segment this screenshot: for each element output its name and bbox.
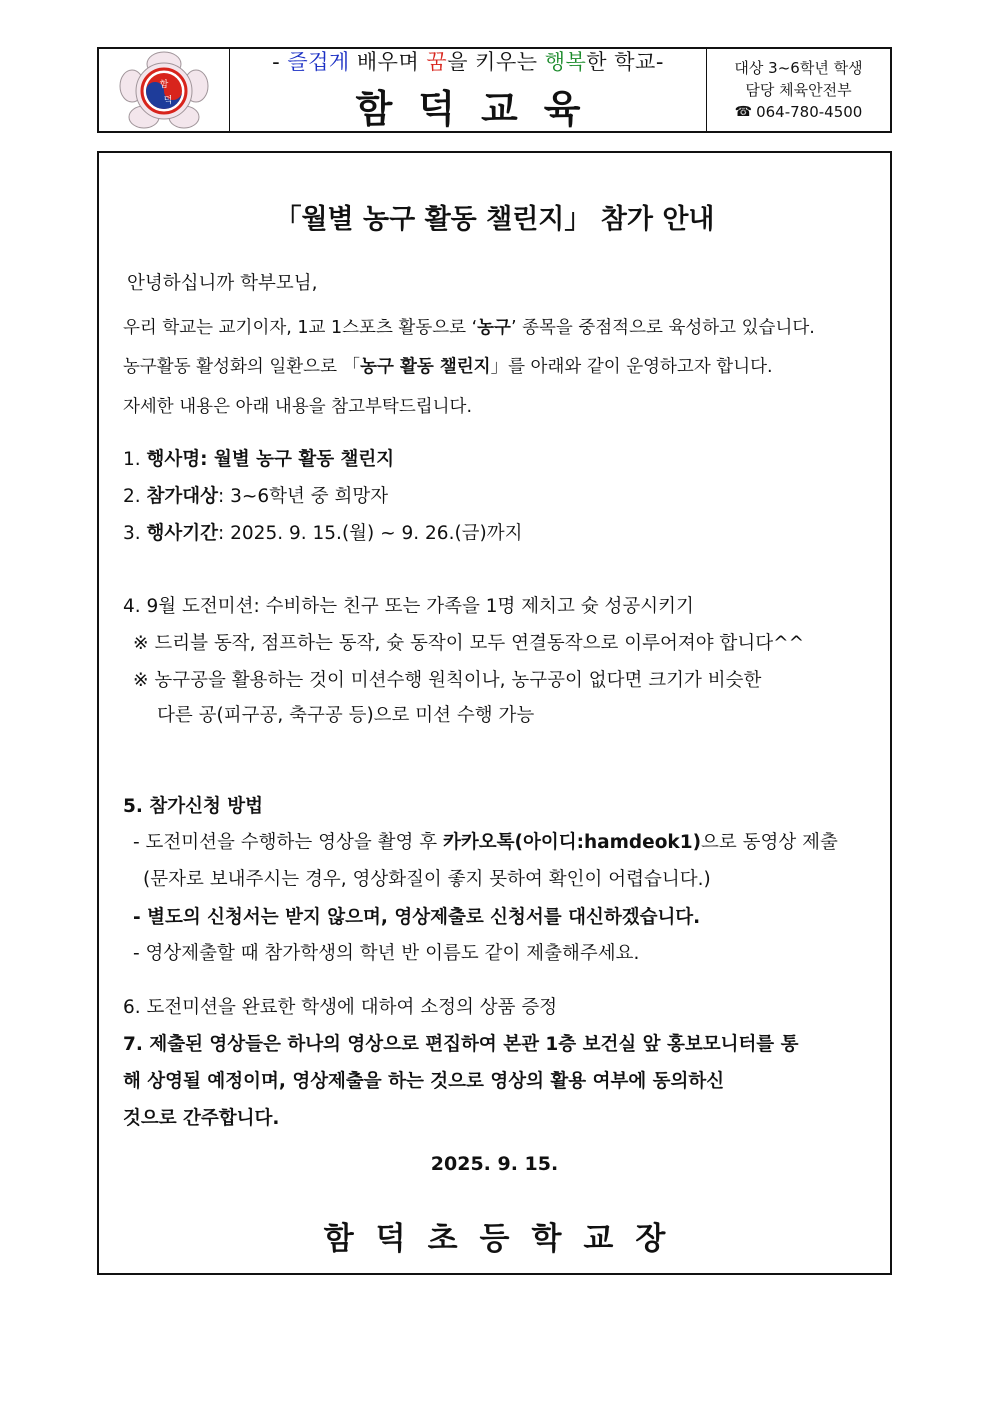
item-mission: 4. 9월 도전미션: 수비하는 친구 또는 가족을 1명 제치고 슛 성공시키기 [123, 596, 694, 617]
school-emblem-icon [118, 51, 210, 129]
school-logo [99, 49, 230, 131]
intro-line-2: 농구활동 활성화의 일환으로 「농구 활동 챌린지」를 아래와 같이 운영하고자 합니다. [123, 357, 773, 377]
target-audience: 대상 3~6학년 학생 [734, 59, 863, 77]
greeting: 안녕하십니까 학부모님, [127, 273, 318, 294]
item-prize: 6. 도전미션을 완료한 학생에 대하여 소정의 상품 증정 [123, 997, 558, 1018]
item-video-use-line-1: 7. 제출된 영상들은 하나의 영상으로 편집하여 본관 1층 보건실 앞 홍보모니터를 통 [123, 1034, 799, 1055]
newsletter-header [97, 47, 892, 133]
apply-line-4: - 영상제출할 때 참가학생의 학년 반 이름도 같이 제출해주세요. [133, 943, 640, 964]
phone-icon: ☎ [734, 104, 753, 120]
newsletter-title: 함덕교육 [355, 86, 607, 131]
intro-line-1: 우리 학교는 교기이자, 1교 1스포츠 활동으로 ‘농구’ 종목을 중점적으로 육성하고 있습니다. [123, 318, 815, 338]
apply-line-2: (문자로 보내주시는 경우, 영상화질이 좋지 못하여 확인이 어렵습니다.) [143, 869, 711, 890]
notice-body [97, 151, 892, 1275]
item-video-use-line-2: 해 상영될 예정이며, 영상제출을 하는 것으로 영상의 활용 여부에 동의하신 [123, 1071, 725, 1092]
apply-line-1: - 도전미션을 수행하는 영상을 촬영 후 카카오톡(아이디:hamdeok1)으로 동영상 제출 [133, 832, 838, 853]
apply-line-3: - 별도의 신청서는 받지 않으며, 영상제출로 신청서를 대신하겠습니다. [133, 907, 701, 928]
intro-line-3: 자세한 내용은 아래 내용을 참고부탁드립니다. [123, 397, 473, 417]
notice-title: 「월별 농구 활동 챌린지」 참가 안내 [274, 204, 715, 235]
note-ball-line-1: ※ 농구공을 활용하는 것이 미션수행 원칙이나, 농구공이 없다면 크기가 비슷한 [133, 670, 762, 691]
svg-text:함: 함 [159, 80, 169, 90]
apply-method-title: 5. 참가신청 방법 [123, 796, 264, 817]
contact-phone [735, 101, 863, 123]
item-event-name: 1. 행사명: 월별 농구 활동 챌린지 [123, 449, 395, 470]
item-video-use-line-3: 것으로 간주합니다. [123, 1108, 280, 1129]
item-period: 3. 행사기간: 2025. 9. 15.(월) ~ 9. 26.(금)까지 [123, 523, 523, 544]
phone-number: 064-780-4500 [756, 103, 863, 121]
note-ball-line-2: 다른 공(피구공, 축구공 등)으로 미션 수행 가능 [157, 705, 535, 726]
school-slogan: - 즐겁게 배우며 꿈을 키우는 행복한 학교- [272, 49, 664, 74]
header-info [707, 49, 890, 131]
notice-date: 2025. 9. 15. [430, 1153, 559, 1175]
note-dribble: ※ 드리블 동작, 점프하는 동작, 슛 동작이 모두 연결동작으로 이루어져야 합니다^^ [133, 633, 805, 654]
svg-text:덕: 덕 [163, 96, 173, 106]
item-participants: 2. 참가대상: 3~6학년 중 희망자 [123, 486, 389, 507]
principal-signature: 함덕초등학교장 [323, 1221, 688, 1257]
header-title-area [230, 49, 707, 131]
responsible-department: 담당 체육안전부 [745, 81, 852, 99]
